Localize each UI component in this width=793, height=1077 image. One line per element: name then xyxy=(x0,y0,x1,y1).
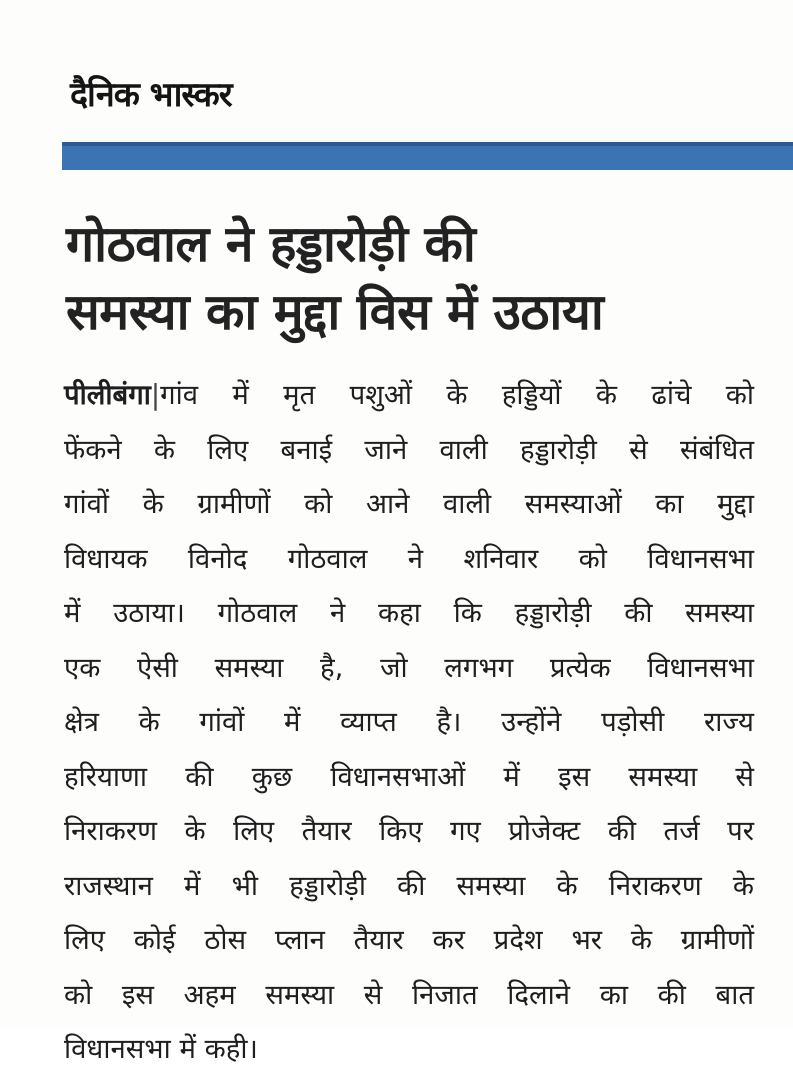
article-line-3: गांवों के ग्रामीणों को आने वाली समस्याओं का मुद्दा xyxy=(64,488,754,520)
headline-line-2: समस्या का मुद्दा विस में उठाया xyxy=(66,283,604,341)
article-body xyxy=(64,368,754,1077)
article-line-4: विधायक विनोद गोठवाल ने शनिवार को विधानसभा xyxy=(64,542,754,575)
article-line-1-text: गांव में मृत पशुओं के हड्डियों के ढांचे को xyxy=(160,379,754,411)
section-color-bar xyxy=(62,142,793,170)
newspaper-masthead: दैनिक भास्कर xyxy=(70,75,232,115)
article-line-2: फेंकने के लिए बनाई जाने वाली हड्डारोड़ी से संबंधित xyxy=(64,433,754,466)
article-line-7: क्षेत्र के गांवों में व्याप्त है। उन्होंने पड़ोसी राज्य xyxy=(64,706,754,738)
article-headline xyxy=(66,210,766,346)
article-line-1 xyxy=(64,368,754,423)
article-line-6: एक ऐसी समस्या है, जो लगभग प्रत्येक विधानसभा xyxy=(64,651,754,684)
article-line-5: में उठाया। गोठवाल ने कहा कि हड्डारोड़ी की समस्या xyxy=(64,597,754,629)
article-line-8: हरियाणा की कुछ विधानसभाओं में इस समस्या से xyxy=(64,760,754,793)
article-line-11: लिए कोई ठोस प्लान तैयार कर प्रदेश भर के ग्रामीणों xyxy=(64,924,754,956)
headline-line-1: गोठवाल ने हड्डारोड़ी की xyxy=(66,215,476,273)
article-line-13: विधानसभा में कही। xyxy=(64,1033,258,1065)
dateline-separator: | xyxy=(150,379,161,411)
color-bar-edge xyxy=(62,142,793,146)
dateline: पीलीबंगा xyxy=(64,379,151,411)
article-line-10: राजस्थान में भी हड्डारोड़ी की समस्या के निराकरण के xyxy=(64,869,754,902)
article-line-12: को इस अहम समस्या से निजात दिलाने का की बात xyxy=(64,978,754,1011)
article-line-9: निराकरण के लिए तैयार किए गए प्रोजेक्ट की तर्ज पर xyxy=(64,815,754,847)
